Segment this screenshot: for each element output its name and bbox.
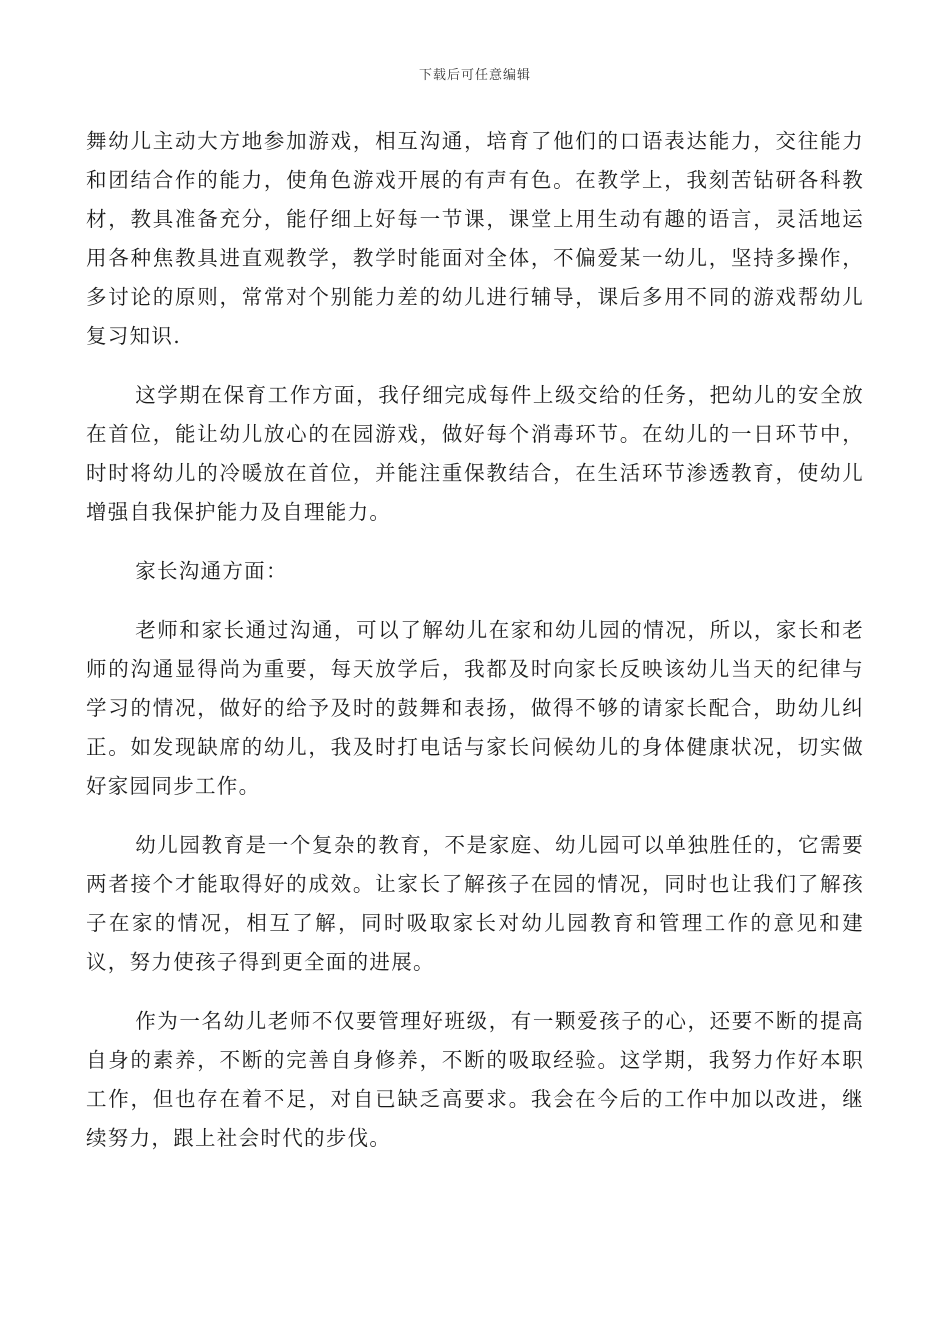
paragraph-1: 舞幼儿主动大方地参加游戏，相互沟通，培育了他们的口语表达能力，交往能力和团结合作的能力，使角色游戏开展的有声有色。在教学上，我刻苦钻研各科教材，教具准备充分，能仔细上好每一节课，课堂上用生动有趣的语言，灵活地运用各种焦教具进直观教学，教学时能面对全体，不偏爱某一幼儿，坚持多操作，多讨论的原则，常常对个别能力差的幼儿进行辅导，课后多用不同的游戏帮幼儿复习知识. (86, 129, 864, 348)
paragraph-4: 幼儿园教育是一个复杂的教育，不是家庭、幼儿园可以单独胜任的，它需要两者接个才能取得好的成效。让家长了解孩子在园的情况，同时也让我们了解孩子在家的情况，相互了解，同时吸取家长对幼儿园教育和管理工作的意见和建议，努力使孩子得到更全面的进展。 (86, 833, 864, 974)
paragraph-2: 这学期在保育工作方面，我仔细完成每件上级交给的任务，把幼儿的安全放在首位，能让幼儿放心的在园游戏，做好每个消毒环节。在幼儿的一日环节中，时时将幼儿的冷暖放在首位，并能注重保教结合，在生活环节渗透教育，使幼儿增强自我保护能力及自理能力。 (86, 383, 864, 524)
page-header: 下载后可任意编辑 (418, 68, 531, 83)
document-body (86, 122, 864, 1178)
paragraph-5: 作为一名幼儿老师不仅要管理好班级，有一颗爱孩子的心，还要不断的提高自身的素养，不断的完善自身修养，不断的吸取经验。这学期，我努力作好本职工作，但也存在着不足，对自已缺乏高要求。我会在今后的工作中加以改进，继续努力，跟上社会时代的步伐。 (86, 1009, 864, 1150)
paragraph-3: 老师和家长通过沟通，可以了解幼儿在家和幼儿园的情况，所以，家长和老师的沟通显得尚为重要，每天放学后，我都及时向家长反映该幼儿当天的纪律与学习的情况，做好的给予及时的鼓舞和表扬，做得不够的请家长配合，助幼儿纠正。如发现缺席的幼儿，我及时打电话与家长问候幼儿的身体健康状况，切实做好家园同步工作。 (86, 618, 864, 798)
section-heading-parent-communication: 家长沟通方面： (135, 559, 288, 583)
